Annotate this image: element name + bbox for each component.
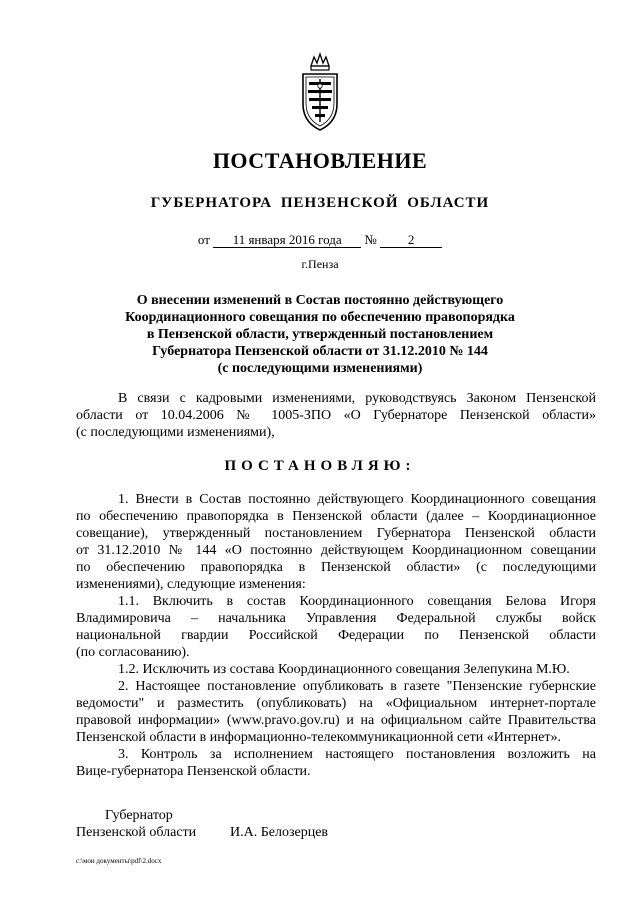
body-line: от 31.12.2010 № 144 «О постоянно действующем Координационном совещании	[76, 543, 596, 558]
body-line: 3. Контроль за исполнением настоящего постановления возложить на	[118, 747, 596, 762]
intro-line: В связи с кадровыми изменениями, руководствуясь Законом Пензенской	[118, 391, 596, 406]
document-heading	[100, 292, 540, 377]
body-line: Вице-губернатора Пензенской области.	[76, 764, 311, 779]
decree-body	[76, 491, 596, 780]
body-line: по обеспечению правопорядка в Пензенской области» (с последующими	[76, 560, 596, 575]
intro-paragraph	[76, 390, 596, 441]
heading-line: в Пензенской области, утвержденный постановлением	[146, 327, 494, 342]
heading-line: (с последующими изменениями)	[217, 361, 423, 376]
document-date: 11 января 2016 года	[213, 233, 361, 248]
body-line: национальной гвардии Российской Федерации по Пензенской области	[76, 628, 596, 643]
body-line: изменениями), следующие изменения:	[76, 577, 306, 592]
document-title: ПОСТАНОВЛЕНИЕ	[212, 148, 428, 173]
body-line: 1.2. Исключить из состава Координационного совещания Зелепукина М.Ю.	[118, 662, 570, 677]
document-number: 2	[380, 233, 442, 248]
coat-of-arms-emblem	[297, 52, 343, 134]
city-name: г.Пенза	[301, 257, 339, 271]
intro-line: области от 10.04.2006 № 1005-ЗПО «О Губернаторе Пензенской области»	[76, 408, 596, 423]
body-line: совещание), утвержденный постановлением Губернатора Пензенской области	[76, 526, 596, 541]
body-line: Владимировича – начальника Управления Федеральной службы войск	[76, 611, 596, 626]
body-line: 1. Внести в Состав постоянно действующего Координационного совещания	[118, 492, 596, 507]
intro-line: (с последующими изменениями),	[76, 425, 275, 440]
body-line: по обеспечению правопорядка в Пензенской области (далее – Координационное	[76, 509, 596, 524]
body-line: правовой информации» (www.pravo.gov.ru) и на официальном сайте Правительства	[76, 713, 596, 728]
file-path-footer: c:\мои документы\pdf\2.docx	[76, 857, 162, 865]
body-line: 1.1. Включить в состав Координационного совещания Белова Игоря	[118, 594, 596, 609]
heading-line: Координационного совещания по обеспечению правопорядка	[125, 310, 515, 325]
body-line: Пензенской области в информационно-телекоммуникационной сети «Интернет».	[76, 730, 562, 745]
signatory-name: И.А. Белозерцев	[230, 825, 329, 840]
signatory-position: Губернатор	[105, 808, 173, 823]
body-line: ведомости" и разместить (опубликовать) на «Официальном интернет-портале	[76, 696, 596, 711]
decree-word: ПОСТАНОВЛЯЮ:	[224, 458, 416, 474]
heading-line: О внесении изменений в Состав постоянно действующего	[136, 293, 504, 308]
body-line: 2. Настоящее постановление опубликовать в газете "Пензенские губернские	[118, 679, 596, 694]
signatory-region: Пензенской области	[76, 825, 197, 840]
date-number-line	[0, 232, 640, 248]
number-prefix: №	[364, 232, 377, 247]
body-line: (по согласованию).	[76, 645, 190, 660]
issuer-title: ГУБЕРНАТОРА ПЕНЗЕНСКОЙ ОБЛАСТИ	[150, 195, 490, 211]
date-prefix: от	[197, 232, 210, 247]
heading-line: Губернатора Пензенской области от 31.12.2010 № 144	[152, 344, 488, 359]
